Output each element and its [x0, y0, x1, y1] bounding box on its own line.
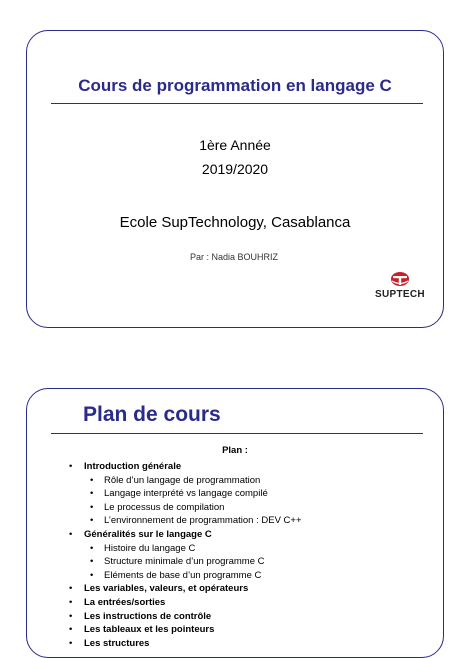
- bullet-icon: •: [90, 501, 94, 513]
- outline-section: [65, 623, 435, 637]
- outline-item-text: Introduction générale: [84, 461, 182, 472]
- bullet-icon: •: [69, 528, 73, 540]
- outline-title: Plan de cours: [83, 403, 221, 426]
- logo-wordmark: SUPTECH: [375, 289, 425, 300]
- bullet-icon: •: [90, 569, 94, 581]
- bullet-icon: •: [69, 461, 73, 472]
- outline-divider: [51, 433, 423, 434]
- outline-item-text: Structure minimale d’un programme C: [104, 556, 265, 568]
- bullet-icon: •: [69, 624, 73, 636]
- outline-section: [65, 582, 435, 596]
- outline-item-text: Histoire du langage C: [104, 542, 196, 554]
- bullet-icon: •: [90, 515, 94, 527]
- outline-item-text: Les structures: [84, 637, 150, 649]
- outline-item-text: Les variables, valeurs, et opérateurs: [84, 583, 249, 595]
- title-divider: [51, 103, 423, 104]
- outline-section: [65, 610, 435, 624]
- outline-item-text: La entrées/sorties: [84, 596, 166, 608]
- outline-item-text: Eléments de base d’un programme C: [104, 569, 262, 581]
- suptech-logo-icon: [390, 271, 410, 287]
- bullet-icon: •: [69, 637, 73, 649]
- outline-item-text: Rôle d’un langage de programmation: [104, 474, 261, 486]
- outline-item-text: Le processus de compilation: [104, 501, 225, 513]
- course-outline-list: [65, 460, 435, 650]
- bullet-icon: •: [69, 596, 73, 608]
- school-name: Ecole SupTechnology, Casablanca: [119, 214, 351, 231]
- outline-item-text: Les instructions de contrôle: [84, 610, 212, 622]
- outline-item-text: Les tableaux et les pointeurs: [84, 624, 215, 636]
- outline-subsection: [65, 501, 435, 515]
- outline-subsection: [65, 542, 435, 556]
- outline-subsection: [65, 555, 435, 569]
- suptech-logo: [375, 271, 425, 301]
- outline-subsection: [65, 514, 435, 528]
- bullet-icon: •: [90, 542, 94, 554]
- outline-section: [65, 637, 435, 651]
- bullet-icon: •: [90, 556, 94, 568]
- outline-slide: [26, 388, 444, 658]
- outline-subsection: [65, 474, 435, 488]
- bullet-icon: •: [90, 474, 94, 486]
- outline-section: [65, 528, 435, 542]
- plan-heading: Plan :: [222, 445, 248, 456]
- outline-item-text: Généralités sur le langage C: [84, 528, 212, 540]
- bullet-icon: •: [90, 488, 94, 500]
- outline-subsection: [65, 569, 435, 583]
- outline-item-text: L’environnement de programmation : DEV C++: [104, 515, 302, 527]
- author-line: Par : Nadia BOUHRIZ: [190, 252, 279, 262]
- outline-section: [65, 460, 435, 474]
- course-title: Cours de programmation en langage C: [78, 76, 392, 95]
- academic-year: 2019/2020: [201, 161, 269, 177]
- bullet-icon: •: [69, 583, 73, 595]
- outline-item-text: Langage interprété vs langage compilé: [104, 488, 268, 500]
- year-label: 1ère Année: [199, 137, 271, 153]
- outline-section: [65, 596, 435, 610]
- bullet-icon: •: [69, 610, 73, 622]
- outline-subsection: [65, 487, 435, 501]
- title-slide: [26, 30, 444, 328]
